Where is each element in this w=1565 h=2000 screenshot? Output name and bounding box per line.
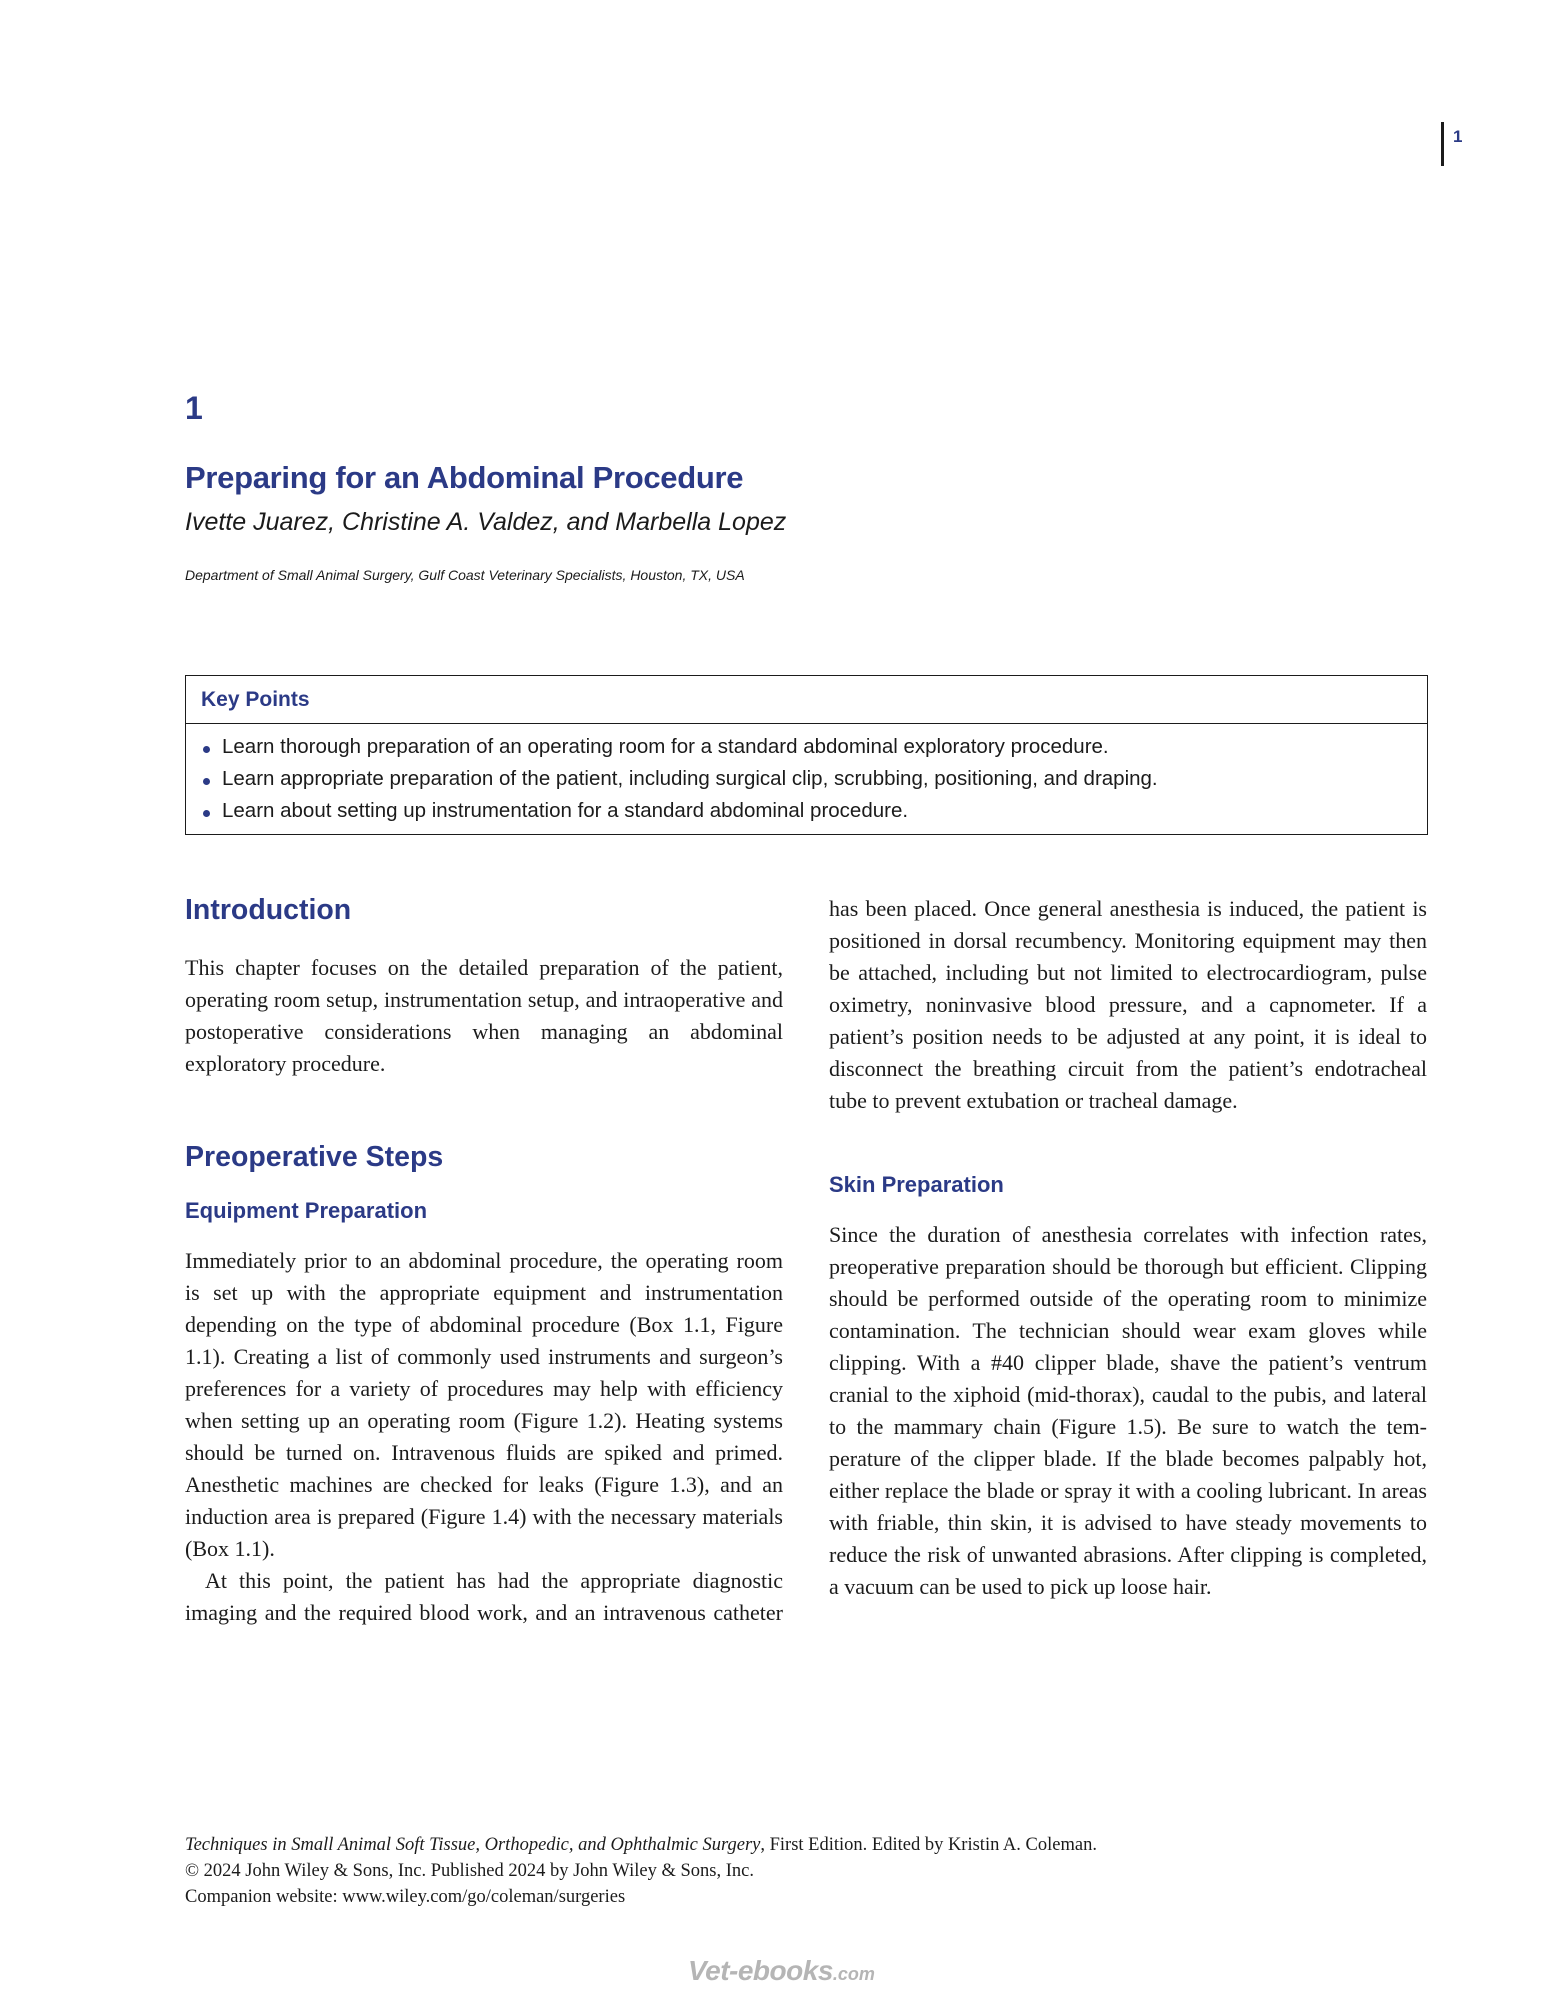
- equipment-paragraph-2-continued: has been placed. Once general anesthesia is induced, the patient is positioned in dorsal recumbency. Monitoring equipment may then be attached, including but not limited to electrocardiogram, pulse oximetry, noninvasive blood pressure, and a capnometer. If a patient’s position needs to be adjusted at any point, it is ideal to disconnect the breathing circuit from the patient’s endotracheal tube to prevent extubation or tracheal damage.: [829, 896, 1427, 1113]
- skin-preparation-paragraph: Since the duration of anesthesia correlates with infection rates, preoperative preparation should be thorough but efficient. Clipping should be performed outside of the operating room to minimize contamination. The technician should wear exam gloves while clipping. With a #40 clipper blade, shave the patient’s ventrum cranial to the xiphoid (mid-thorax), caudal to the pubis, and lateral to the mammary chain (Figure 1.5). Be sure to watch the temperature of the clipper blade. If the blade becomes palpably hot, either replace the blade or spray it with a cooling lubricant. In areas with friable, thin skin, it is advised to have steady movements to reduce the risk of unwanted abrasions. After clipping is completed, a vacuum can be used to pick up loose hair.: [829, 1222, 1427, 1599]
- book-title: Techniques in Small Animal Soft Tissue, Orthopedic, and Ophthalmic Surgery: [185, 1835, 761, 1855]
- watermark-text: Vet-ebooks: [688, 1955, 833, 1986]
- preoperative-steps-heading: Preoperative Steps: [185, 1141, 444, 1173]
- bullet-icon: [203, 746, 210, 753]
- key-points-list: [186, 724, 1427, 827]
- running-head: [1441, 122, 1462, 166]
- key-point-item: [201, 763, 1427, 795]
- bullet-icon: [203, 778, 210, 785]
- watermark-logo: [688, 1955, 875, 1987]
- companion-website-line: Companion website: www.wiley.com/go/coleman/surgeries: [185, 1887, 626, 1907]
- key-point-text: Learn appropriate preparation of the patient, including surgical clip, scrubbing, positioning, and draping.: [222, 767, 1158, 790]
- right-column: [829, 888, 1427, 1603]
- chapter-title: Preparing for an Abdominal Procedure: [185, 460, 744, 495]
- citation-line: [185, 1832, 1097, 1858]
- key-point-item: [201, 795, 1427, 827]
- key-points-heading: Key Points: [186, 676, 1427, 724]
- author-affiliation: Department of Small Animal Surgery, Gulf Coast Veterinary Specialists, Houston, TX, USA: [185, 567, 745, 583]
- key-points-box: [185, 675, 1428, 835]
- page-number: 1: [1453, 127, 1463, 146]
- watermark-suffix: .com: [832, 1964, 875, 1984]
- left-column: [185, 888, 783, 1629]
- key-point-item: [201, 731, 1427, 763]
- equipment-paragraph-2: At this point, the patient has had the appropriate diagnostic imaging and the required blood work, and an intravenous catheter: [185, 1568, 783, 1625]
- edition-info: , First Edition. Edited by Kristin A. Coleman.: [760, 1835, 1097, 1855]
- equipment-preparation-heading: Equipment Preparation: [185, 1198, 428, 1223]
- introduction-heading: Introduction: [185, 894, 352, 926]
- introduction-paragraph: This chapter focuses on the detailed preparation of the patient, operating room setup, instrumentation setup, and intraoperative and postoperative considerations when managing an abdominal exploratory procedure.: [185, 955, 783, 1076]
- key-point-text: Learn thorough preparation of an operating room for a standard abdominal exploratory procedure.: [222, 735, 1109, 758]
- bullet-icon: [203, 810, 210, 817]
- skin-preparation-heading: Skin Preparation: [829, 1172, 1004, 1197]
- equipment-paragraph-1: Immediately prior to an abdominal procedure, the operating room is set up with the appropriate equipment and instrumentation depending on the type of abdominal procedure (Box 1.1, Figure 1.1). Creating a list of commonly used instruments and surgeon’s preferences for a variety of procedures may help with efficiency when setting up an operating room (Figure 1.2). Heating systems should be turned on. Intravenous fluids are spiked and primed. Anesthetic machines are checked for leaks (Figure 1.3), and an induction area is prepared (Figure 1.4) with the necessary materials (Box 1.1).: [185, 1248, 783, 1561]
- copyright-footer: [185, 1832, 1097, 1910]
- copyright-line: © 2024 John Wiley & Sons, Inc. Published 2024 by John Wiley & Sons, Inc.: [185, 1861, 754, 1881]
- key-point-text: Learn about setting up instrumentation for a standard abdominal procedure.: [222, 799, 909, 822]
- chapter-number: 1: [185, 390, 203, 426]
- paragraph-continuation: [829, 893, 1427, 1117]
- chapter-authors: Ivette Juarez, Christine A. Valdez, and Marbella Lopez: [185, 508, 787, 536]
